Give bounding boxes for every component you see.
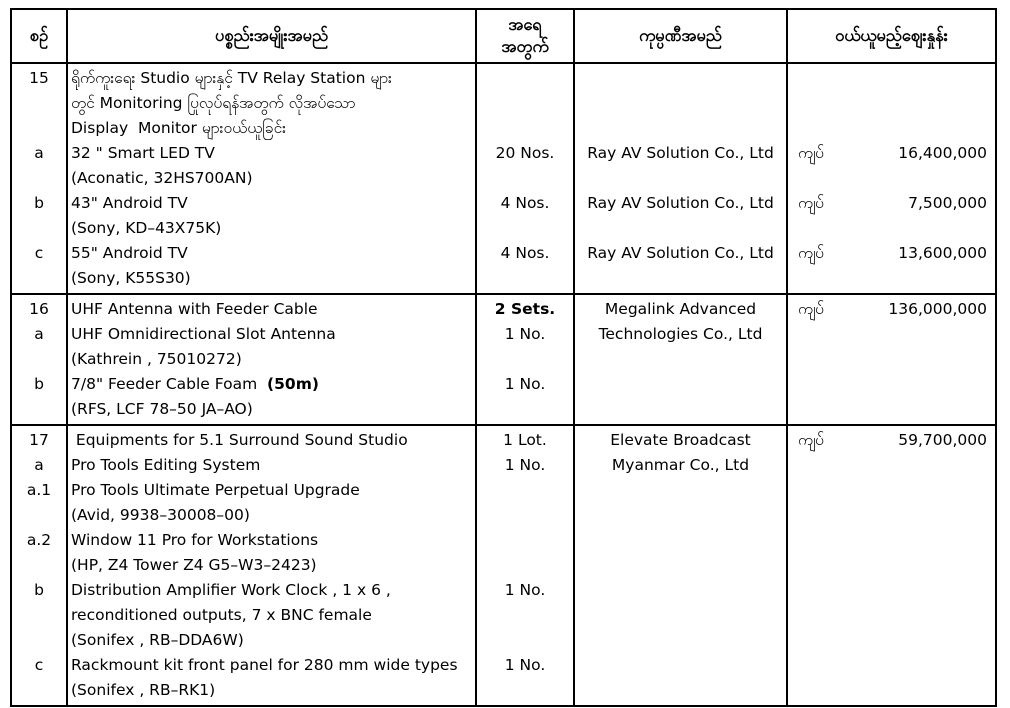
row-price xyxy=(788,322,995,347)
row-company xyxy=(575,678,786,703)
row-item-name xyxy=(68,141,475,166)
row-quantity xyxy=(477,478,573,503)
row-item-name xyxy=(68,241,475,266)
row-serial xyxy=(12,347,66,372)
price-column xyxy=(788,295,995,424)
row-company xyxy=(575,478,786,503)
row-company xyxy=(575,503,786,528)
row-quantity xyxy=(477,678,573,703)
row-serial xyxy=(12,116,66,141)
row-item-name xyxy=(68,653,475,678)
item-text: 43" Android TV xyxy=(71,194,188,212)
company-column xyxy=(575,426,788,705)
row-quantity xyxy=(477,528,573,553)
currency-label: ကျပ် xyxy=(798,144,824,162)
item-column xyxy=(68,64,477,293)
item-text: Pro Tools Editing System xyxy=(71,456,261,474)
header-quantity xyxy=(477,10,575,62)
row-price xyxy=(788,453,995,478)
row-company xyxy=(575,116,786,141)
serial-column xyxy=(12,64,68,293)
row-company xyxy=(575,653,786,678)
row-price xyxy=(788,428,995,453)
row-price xyxy=(788,266,995,291)
header-company-name: ကုမ္ပဏီအမည် xyxy=(575,10,788,62)
row-quantity: 1 No. xyxy=(504,581,546,599)
row-item-name xyxy=(68,91,475,116)
price-value: 13,600,000 xyxy=(898,244,987,262)
row-company: Ray AV Solution Co., Ltd xyxy=(587,144,774,162)
header-serial: စဉ် xyxy=(12,10,68,62)
row-price xyxy=(788,141,995,166)
row-item-name xyxy=(68,503,475,528)
row-price xyxy=(788,397,995,422)
quantity-column xyxy=(477,295,575,424)
header-quantity-line1: အရေ xyxy=(508,15,542,34)
row-item-name xyxy=(68,166,475,191)
row-company: Ray AV Solution Co., Ltd xyxy=(587,194,774,212)
item-text: (Sonifex , RB–RK1) xyxy=(71,681,216,699)
row-item-name xyxy=(68,553,475,578)
item-column xyxy=(68,426,477,705)
row-price xyxy=(788,478,995,503)
row-item-name xyxy=(68,603,475,628)
table-body xyxy=(12,64,995,705)
row-company: Ray AV Solution Co., Ltd xyxy=(587,244,774,262)
row-price xyxy=(788,503,995,528)
table-section-2 xyxy=(12,295,995,426)
item-text: Rackmount kit front panel for 280 mm wide types xyxy=(71,656,458,674)
item-text: 32 " Smart LED TV xyxy=(71,144,215,162)
row-item-name xyxy=(68,266,475,291)
row-company xyxy=(575,216,786,241)
row-price xyxy=(788,166,995,191)
item-text: Equipments for 5.1 Surround Sound Studio xyxy=(71,431,408,449)
row-item-name xyxy=(68,478,475,503)
item-text: (Sony, KD–43X75K) xyxy=(71,219,222,237)
row-company xyxy=(575,397,786,422)
row-company xyxy=(575,553,786,578)
row-quantity xyxy=(477,166,573,191)
row-quantity xyxy=(477,628,573,653)
row-item-name xyxy=(68,116,475,141)
row-item-name xyxy=(68,191,475,216)
row-quantity: 1 No. xyxy=(504,656,546,674)
row-serial: b xyxy=(34,194,44,212)
row-price xyxy=(788,297,995,322)
row-quantity xyxy=(477,503,573,528)
serial-column xyxy=(12,295,68,424)
item-text: (Aconatic, 32HS700AN) xyxy=(71,169,253,187)
row-company xyxy=(575,528,786,553)
currency-label: ကျပ် xyxy=(798,300,824,318)
serial-column xyxy=(12,426,68,705)
row-company xyxy=(575,91,786,116)
item-text: Display Monitor များဝယ်ယူခြင်း xyxy=(71,119,287,137)
row-serial: 17 xyxy=(29,431,49,449)
row-quantity xyxy=(477,397,573,422)
item-text: Distribution Amplifier Work Clock , 1 x 6 , xyxy=(71,581,391,599)
row-serial xyxy=(12,166,66,191)
row-item-name xyxy=(68,528,475,553)
item-text: Window 11 Pro for Workstations xyxy=(71,531,319,549)
price-value: 7,500,000 xyxy=(908,194,987,212)
row-serial: 15 xyxy=(29,69,49,87)
company-column xyxy=(575,64,788,293)
item-text-bold: (50m) xyxy=(267,375,319,393)
row-item-name xyxy=(68,372,475,397)
row-item-name xyxy=(68,347,475,372)
header-purchase-price: ဝယ်ယူမည့်ဈေးနှုန်း xyxy=(835,26,948,45)
row-quantity: 20 Nos. xyxy=(495,144,555,162)
row-price xyxy=(788,578,995,603)
row-item-name xyxy=(68,628,475,653)
item-text: (HP, Z4 Tower Z4 G5–W3–2423) xyxy=(71,556,317,574)
row-price xyxy=(788,553,995,578)
row-quantity: 1 No. xyxy=(504,375,546,393)
row-company: Technologies Co., Ltd xyxy=(598,325,763,343)
item-text: (Kathrein , 75010272) xyxy=(71,350,242,368)
row-item-name xyxy=(68,322,475,347)
row-serial xyxy=(12,397,66,422)
price-value: 136,000,000 xyxy=(888,300,987,318)
item-text: ရိုက်ကူးရေး Studio များနှင့် TV Relay Station များ xyxy=(71,69,392,87)
row-price xyxy=(788,678,995,703)
item-text: 7/8" Feeder Cable Foam xyxy=(71,375,268,393)
row-quantity xyxy=(477,216,573,241)
row-quantity xyxy=(477,91,573,116)
row-quantity xyxy=(477,347,573,372)
row-company xyxy=(575,578,786,603)
price-column xyxy=(788,64,995,293)
row-price xyxy=(788,528,995,553)
row-item-name xyxy=(68,578,475,603)
row-price xyxy=(788,603,995,628)
row-quantity: 1 No. xyxy=(504,325,546,343)
row-item-name xyxy=(68,66,475,91)
row-serial xyxy=(12,678,66,703)
company-column xyxy=(575,295,788,424)
quantity-column xyxy=(477,426,575,705)
row-serial xyxy=(12,603,66,628)
price-value: 59,700,000 xyxy=(898,431,987,449)
item-text: reconditioned outputs, 7 x BNC female xyxy=(71,606,372,624)
row-quantity xyxy=(477,603,573,628)
row-quantity xyxy=(477,116,573,141)
row-serial: 16 xyxy=(29,300,49,318)
row-price xyxy=(788,628,995,653)
row-company xyxy=(575,372,786,397)
row-price xyxy=(788,91,995,116)
row-company xyxy=(575,628,786,653)
item-text: (Sonifex , RB–DDA6W) xyxy=(71,631,244,649)
table-header-row xyxy=(12,10,995,64)
header-item-name: ပစ္စည်းအမျိုးအမည် xyxy=(68,10,477,62)
item-text: တွင် Monitoring ပြုလုပ်ရန်အတွက် လိုအပ်သော xyxy=(71,94,356,112)
item-text: Pro Tools Ultimate Perpetual Upgrade xyxy=(71,481,360,499)
row-price xyxy=(788,191,995,216)
item-column xyxy=(68,295,477,424)
price-column xyxy=(788,426,995,705)
row-serial xyxy=(12,628,66,653)
row-serial: b xyxy=(34,375,44,393)
item-text: (RFS, LCF 78–50 JA–AO) xyxy=(71,400,253,418)
row-serial: c xyxy=(34,244,44,262)
row-quantity xyxy=(477,553,573,578)
row-quantity: 1 Lot. xyxy=(503,431,547,449)
table-section-3 xyxy=(12,426,995,705)
row-price xyxy=(788,347,995,372)
row-item-name xyxy=(68,428,475,453)
item-text: UHF Antenna with Feeder Cable xyxy=(71,300,318,318)
procurement-table xyxy=(10,8,997,707)
row-quantity: 1 No. xyxy=(504,456,546,474)
item-text: 55" Android TV xyxy=(71,244,188,262)
row-quantity: 2 Sets. xyxy=(494,300,556,318)
row-serial: a xyxy=(34,456,44,474)
row-serial xyxy=(12,91,66,116)
header-quantity-line2: အတွက် xyxy=(501,37,549,56)
table-section-1 xyxy=(12,64,995,295)
row-price xyxy=(788,653,995,678)
item-text: UHF Omnidirectional Slot Antenna xyxy=(71,325,336,343)
row-serial: a xyxy=(34,144,44,162)
row-serial xyxy=(12,266,66,291)
row-price xyxy=(788,372,995,397)
row-company xyxy=(575,347,786,372)
row-item-name xyxy=(68,216,475,241)
row-serial: a.2 xyxy=(26,531,52,549)
row-price xyxy=(788,66,995,91)
row-item-name xyxy=(68,453,475,478)
row-serial xyxy=(12,503,66,528)
row-price xyxy=(788,216,995,241)
row-company: Elevate Broadcast xyxy=(610,431,751,449)
row-price xyxy=(788,116,995,141)
row-price xyxy=(788,241,995,266)
currency-label: ကျပ် xyxy=(798,431,824,449)
item-text: (Sony, K55S30) xyxy=(71,269,191,287)
row-serial: c xyxy=(34,656,44,674)
row-quantity: 4 Nos. xyxy=(500,244,550,262)
row-quantity xyxy=(477,66,573,91)
row-item-name xyxy=(68,678,475,703)
row-company xyxy=(575,66,786,91)
quantity-column xyxy=(477,64,575,293)
row-company: Myanmar Co., Ltd xyxy=(611,456,750,474)
row-serial xyxy=(12,216,66,241)
currency-label: ကျပ် xyxy=(798,244,824,262)
row-quantity xyxy=(477,266,573,291)
row-serial: b xyxy=(34,581,44,599)
item-text: (Avid, 9938–30008–00) xyxy=(71,506,250,524)
row-company xyxy=(575,603,786,628)
row-serial: a xyxy=(34,325,44,343)
row-company: Megalink Advanced xyxy=(604,300,757,318)
row-serial xyxy=(12,553,66,578)
price-value: 16,400,000 xyxy=(898,144,987,162)
row-serial: a.1 xyxy=(26,481,52,499)
row-item-name xyxy=(68,397,475,422)
currency-label: ကျပ် xyxy=(798,194,824,212)
row-quantity: 4 Nos. xyxy=(500,194,550,212)
row-item-name xyxy=(68,297,475,322)
row-company xyxy=(575,266,786,291)
row-company xyxy=(575,166,786,191)
